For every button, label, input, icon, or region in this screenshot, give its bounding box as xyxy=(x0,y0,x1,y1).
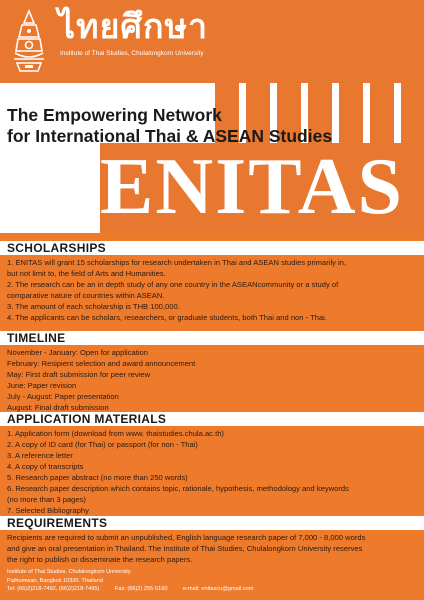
list-item: comparative nature of countries within ASEAN. xyxy=(7,291,165,300)
footer-contact-row xyxy=(7,585,417,594)
list-item: 2. A copy of ID card (for Thai) or passport (for non - Thai) xyxy=(7,440,198,449)
paragraph-line: and give an oral presentation in Thailand. The Institute of Thai Studies, Chulalongkorn University reserves xyxy=(7,544,363,553)
footer-email[interactable]: e-mail: enitascu@gmail.com xyxy=(183,586,254,593)
list-item: May: First draft submission for peer review xyxy=(7,370,151,379)
hero-banner xyxy=(0,83,424,233)
list-item: July - August: Paper presentation xyxy=(7,392,119,401)
list-item: November - January: Open for application xyxy=(7,348,148,357)
scholarships-heading-bar xyxy=(0,241,424,255)
list-item: 3. The amount of each scholarship is THB 100,000. xyxy=(7,302,180,311)
list-item: (no more than 3 pages) xyxy=(7,495,86,504)
paragraph-line: Recipients are required to submit an unpublished, English language research paper of 7,000 - 8,000 words xyxy=(7,533,366,542)
header-band xyxy=(0,0,424,83)
requirements-heading-bar xyxy=(0,516,424,530)
list-item: 6. Research paper description which contains topic, rationale, hypothesis, methodology and keywords xyxy=(7,484,349,493)
list-item: June: Paper revision xyxy=(7,381,77,390)
footer-tel: Tel: (66)2)218-7492, (66)2)218-7495) xyxy=(7,586,100,593)
application-materials-heading-bar xyxy=(0,412,424,426)
scholarships-body xyxy=(7,257,417,323)
paragraph-line: the right to publish or disseminate the research papers. xyxy=(7,555,193,564)
hero-title xyxy=(7,105,402,147)
list-item: 3. A reference letter xyxy=(7,451,73,460)
requirements-body xyxy=(7,532,417,565)
timeline-body xyxy=(7,347,417,413)
list-item: 4. The applicants can be scholars, researchers, or graduate students, both Thai and non - Thai. xyxy=(7,313,327,322)
footer-address-line2: Pathumwan, Bangkok 10330. Thailand xyxy=(7,577,103,584)
footer-address-line1: Institute of Thai Studies, Chulalongkorn University xyxy=(7,569,131,575)
application-materials-heading: APPLICATION MATERIALS xyxy=(7,412,167,426)
hero-title-line2: for International Thai & ASEAN Studies xyxy=(7,126,333,146)
chulalongkorn-seal-icon xyxy=(10,9,48,73)
timeline-heading: TIMELINE xyxy=(7,331,66,345)
institute-name: Institute of Thai Studies, Chulalongkorn University xyxy=(60,50,204,57)
timeline-heading-bar xyxy=(0,331,424,345)
list-item: 4. A copy of transcripts xyxy=(7,462,84,471)
list-item: 7. Selected Bibliography xyxy=(7,506,89,515)
list-item: February: Resipient selection and award announcement xyxy=(7,359,196,368)
hero-title-line1: The Empowering Network xyxy=(7,105,222,125)
list-item: but not limit to, the field of Arts and Humanities. xyxy=(7,269,166,278)
requirements-heading: REQUIREMENTS xyxy=(7,516,108,530)
hero-acronym: ENITAS xyxy=(100,143,404,231)
scholarships-heading: SCHOLARSHIPS xyxy=(7,241,106,255)
list-item: 2. The research can be an in depth study of any one country in the ASEANcommunity or a study of xyxy=(7,280,339,289)
application-materials-body xyxy=(7,428,417,516)
list-item: 5. Research paper abstract (no more than 250 words) xyxy=(7,473,188,482)
thai-studies-logo-text: ไทยศึกษา xyxy=(58,7,209,47)
list-item: 1. ENITAS will grant 15 scholarships for research undertaken in Thai and ASEAN studies primarily in, xyxy=(7,258,347,267)
list-item: August: Final draft submission xyxy=(7,403,109,412)
footer-fax: Fax: (66)2) 255-5160 xyxy=(114,586,168,593)
list-item: 1. Application form (download from www. thaistudies.chula.ac.th) xyxy=(7,429,224,438)
footer-contact xyxy=(7,568,417,594)
